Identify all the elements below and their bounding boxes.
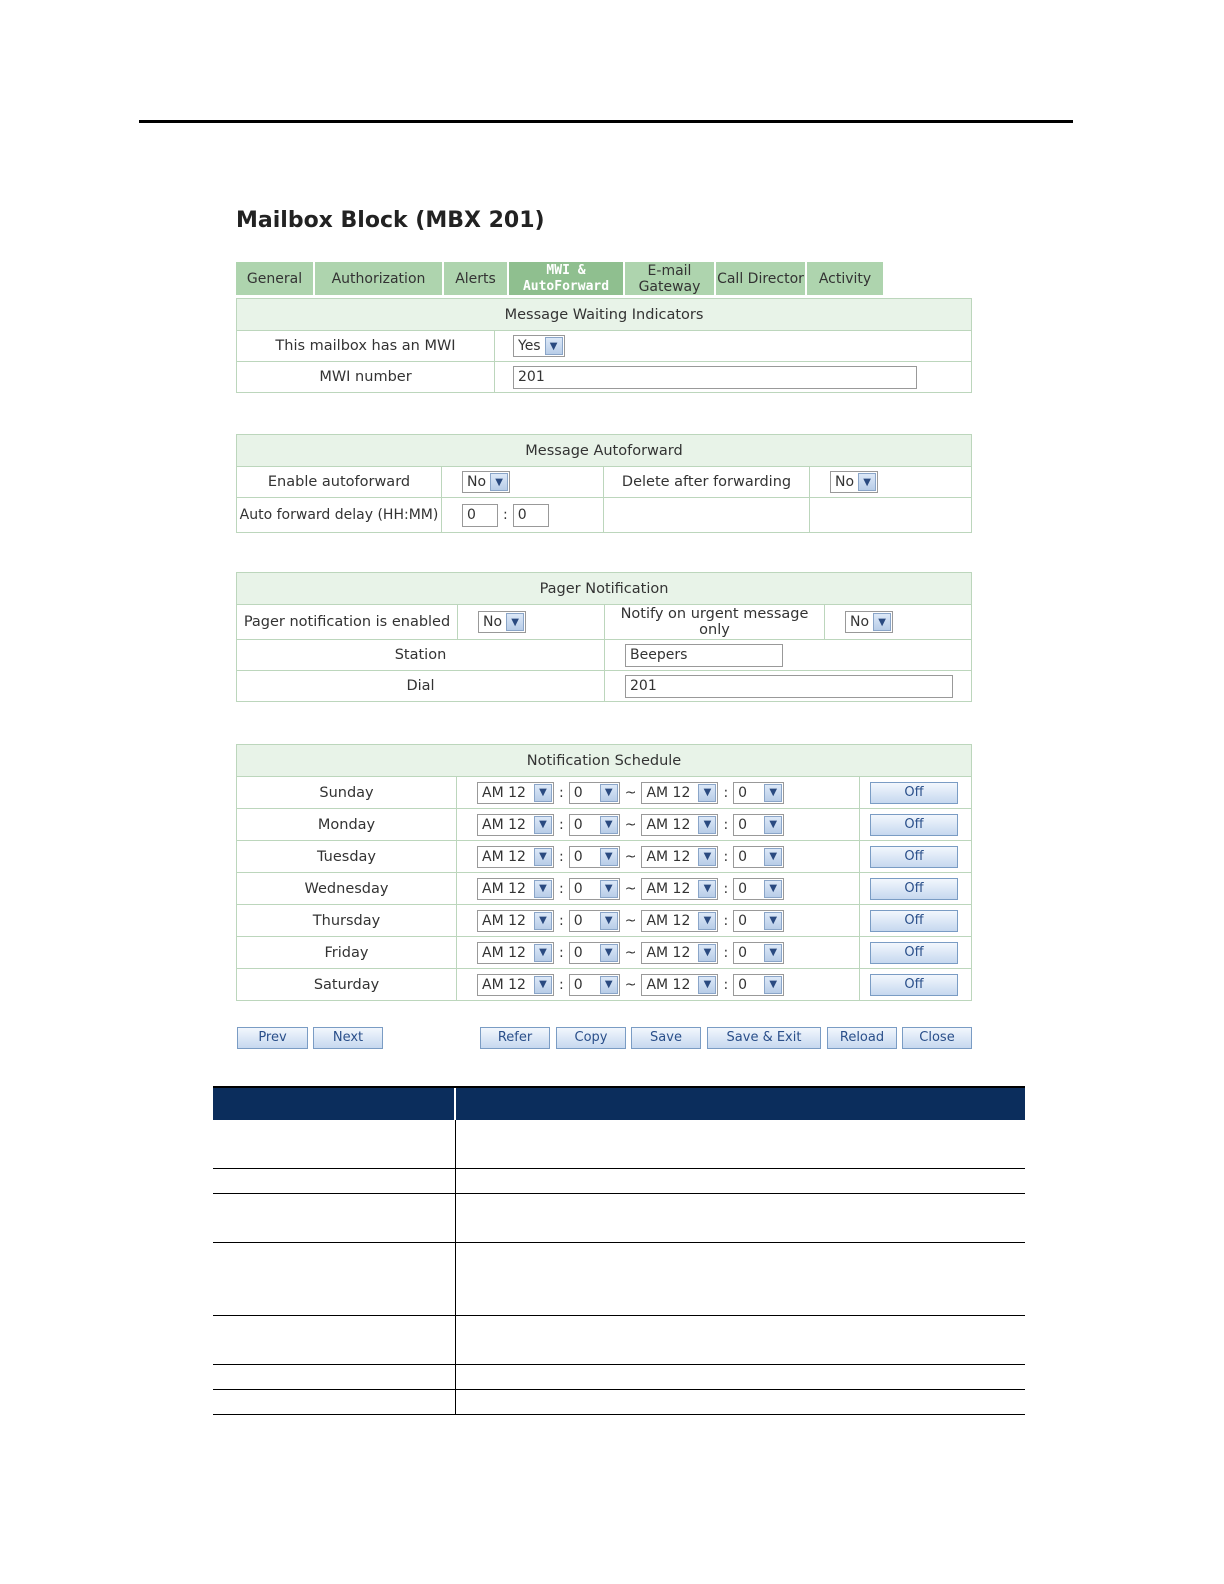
forward-delay-label: Auto forward delay (HH:MM) bbox=[237, 498, 442, 533]
table-cell bbox=[455, 1316, 1025, 1365]
end-minute-select-value: 0 bbox=[738, 880, 748, 897]
table-cell bbox=[213, 1365, 455, 1390]
dial-input[interactable]: 201 bbox=[625, 675, 953, 698]
close-button[interactable]: Close bbox=[902, 1027, 972, 1049]
enable-autoforward-label: Enable autoforward bbox=[237, 467, 442, 498]
schedule-day-label: Sunday bbox=[237, 777, 457, 809]
end-minute-select[interactable] bbox=[733, 846, 784, 868]
range-tilde: ~ bbox=[624, 784, 637, 801]
header-cell bbox=[213, 1087, 455, 1120]
table-row bbox=[213, 1365, 1025, 1390]
time-colon: : bbox=[559, 816, 564, 833]
schedule-row bbox=[237, 809, 972, 841]
schedule-row bbox=[237, 873, 972, 905]
time-colon: : bbox=[559, 976, 564, 993]
schedule-panel bbox=[236, 744, 972, 1001]
description-table-header bbox=[213, 1087, 1025, 1120]
end-minute-select[interactable] bbox=[733, 878, 784, 900]
pager-enabled-select[interactable] bbox=[478, 611, 526, 633]
start-minute-select[interactable] bbox=[569, 846, 620, 868]
table-cell bbox=[455, 1365, 1025, 1390]
start-hour-select[interactable] bbox=[477, 814, 554, 836]
range-tilde: ~ bbox=[624, 816, 637, 833]
page-title: Mailbox Block (MBX 201) bbox=[236, 208, 545, 233]
end-minute-select-value: 0 bbox=[738, 976, 748, 993]
urgent-only-cell bbox=[825, 605, 972, 640]
start-hour-select[interactable] bbox=[477, 942, 554, 964]
end-hour-select[interactable] bbox=[641, 782, 718, 804]
chevron-down-icon: ▼ bbox=[534, 816, 552, 834]
station-input[interactable]: Beepers bbox=[625, 644, 783, 667]
delete-after-forwarding-cell bbox=[810, 467, 972, 498]
schedule-day-label: Wednesday bbox=[237, 873, 457, 905]
next-button[interactable]: Next bbox=[313, 1027, 383, 1049]
time-colon: : bbox=[723, 944, 729, 961]
tab-authorization[interactable]: Authorization bbox=[315, 262, 444, 295]
end-hour-select[interactable] bbox=[641, 910, 718, 932]
delete-after-forwarding-select[interactable] bbox=[830, 471, 878, 493]
table-cell bbox=[455, 1194, 1025, 1243]
has-mwi-value: Yes bbox=[518, 338, 541, 354]
range-tilde: ~ bbox=[624, 848, 637, 865]
end-minute-select[interactable] bbox=[733, 814, 784, 836]
schedule-toggle-button[interactable]: Off bbox=[870, 814, 958, 836]
urgent-only-label: Notify on urgent message only bbox=[605, 605, 825, 640]
mwi-number-cell bbox=[495, 362, 972, 393]
start-minute-select[interactable] bbox=[569, 878, 620, 900]
chevron-down-icon: ▼ bbox=[873, 613, 891, 631]
start-hour-select[interactable] bbox=[477, 910, 554, 932]
schedule-time-cell bbox=[457, 969, 860, 1001]
tab-alerts[interactable]: Alerts bbox=[444, 262, 509, 295]
empty-cell bbox=[810, 498, 972, 533]
chevron-down-icon: ▼ bbox=[764, 944, 782, 962]
chevron-down-icon: ▼ bbox=[600, 848, 618, 866]
start-minute-select-value: 0 bbox=[573, 848, 583, 865]
end-hour-select-value: AM 12 bbox=[646, 848, 691, 865]
mwi-number-label: MWI number bbox=[237, 362, 495, 393]
schedule-time-cell bbox=[457, 873, 860, 905]
start-hour-select-value: AM 12 bbox=[482, 816, 526, 833]
start-minute-select[interactable] bbox=[569, 910, 620, 932]
tab-call-director[interactable]: Call Director bbox=[716, 262, 807, 295]
schedule-time-cell bbox=[457, 777, 860, 809]
pager-enabled-value: No bbox=[483, 614, 503, 630]
end-hour-select[interactable] bbox=[641, 878, 718, 900]
table-row bbox=[213, 1120, 1025, 1169]
dial-cell bbox=[605, 671, 972, 702]
chevron-down-icon: ▼ bbox=[764, 880, 782, 898]
save-button[interactable]: Save bbox=[631, 1027, 701, 1049]
start-hour-select[interactable] bbox=[477, 878, 554, 900]
has-mwi-cell bbox=[495, 331, 972, 362]
start-hour-select-value: AM 12 bbox=[482, 912, 526, 929]
prev-button[interactable]: Prev bbox=[237, 1027, 308, 1049]
autoforward-panel bbox=[236, 434, 972, 533]
schedule-toggle-cell bbox=[860, 905, 972, 937]
pager-enabled-label: Pager notification is enabled bbox=[237, 605, 458, 640]
pager-enabled-cell bbox=[458, 605, 605, 640]
start-hour-select-value: AM 12 bbox=[482, 784, 526, 801]
forward-delay-minutes-input[interactable]: 0 bbox=[513, 504, 549, 527]
range-tilde: ~ bbox=[624, 944, 637, 961]
schedule-toggle-button[interactable]: Off bbox=[870, 974, 958, 996]
chevron-down-icon: ▼ bbox=[698, 976, 716, 994]
schedule-day-label: Saturday bbox=[237, 969, 457, 1001]
enable-autoforward-cell bbox=[442, 467, 604, 498]
save-exit-button[interactable]: Save & Exit bbox=[707, 1027, 821, 1049]
start-minute-select[interactable] bbox=[569, 942, 620, 964]
table-cell bbox=[455, 1243, 1025, 1316]
empty-cell bbox=[604, 498, 810, 533]
schedule-toggle-button[interactable]: Off bbox=[870, 846, 958, 868]
chevron-down-icon: ▼ bbox=[858, 473, 876, 491]
chevron-down-icon: ▼ bbox=[600, 784, 618, 802]
mwi-panel bbox=[236, 298, 972, 393]
end-minute-select-value: 0 bbox=[738, 848, 748, 865]
end-minute-select[interactable] bbox=[733, 782, 784, 804]
time-colon: : bbox=[559, 912, 564, 929]
chevron-down-icon: ▼ bbox=[600, 816, 618, 834]
start-minute-select-value: 0 bbox=[573, 880, 583, 897]
tab-activity[interactable]: Activity bbox=[807, 262, 885, 295]
pager-panel-header: Pager Notification bbox=[237, 573, 972, 605]
schedule-toggle-button[interactable]: Off bbox=[870, 910, 958, 932]
table-row bbox=[213, 1194, 1025, 1243]
reload-button[interactable]: Reload bbox=[827, 1027, 897, 1049]
time-colon: : bbox=[723, 976, 729, 993]
schedule-day-label: Tuesday bbox=[237, 841, 457, 873]
schedule-row bbox=[237, 905, 972, 937]
schedule-toggle-cell bbox=[860, 841, 972, 873]
schedule-time-cell bbox=[457, 809, 860, 841]
schedule-time-cell bbox=[457, 905, 860, 937]
start-hour-select[interactable] bbox=[477, 974, 554, 996]
chevron-down-icon: ▼ bbox=[698, 784, 716, 802]
schedule-row bbox=[237, 937, 972, 969]
schedule-toggle-cell bbox=[860, 809, 972, 841]
page-top-rule bbox=[139, 120, 1073, 123]
chevron-down-icon: ▼ bbox=[506, 613, 524, 631]
schedule-row bbox=[237, 841, 972, 873]
end-minute-select-value: 0 bbox=[738, 912, 748, 929]
refer-button[interactable]: Refer bbox=[480, 1027, 550, 1049]
chevron-down-icon: ▼ bbox=[698, 848, 716, 866]
chevron-down-icon: ▼ bbox=[764, 976, 782, 994]
schedule-day-label: Monday bbox=[237, 809, 457, 841]
tab-email-gateway[interactable]: E-mail Gateway bbox=[625, 262, 716, 295]
schedule-day-label: Friday bbox=[237, 937, 457, 969]
has-mwi-select[interactable] bbox=[513, 335, 565, 357]
schedule-toggle-cell bbox=[860, 873, 972, 905]
station-cell bbox=[605, 640, 972, 671]
chevron-down-icon: ▼ bbox=[534, 976, 552, 994]
end-hour-select[interactable] bbox=[641, 974, 718, 996]
copy-button[interactable]: Copy bbox=[556, 1027, 626, 1049]
start-hour-select-value: AM 12 bbox=[482, 944, 526, 961]
schedule-toggle-button[interactable]: Off bbox=[870, 942, 958, 964]
range-tilde: ~ bbox=[624, 880, 637, 897]
end-hour-select[interactable] bbox=[641, 942, 718, 964]
schedule-row bbox=[237, 969, 972, 1001]
header-cell bbox=[455, 1087, 1025, 1120]
time-colon: : bbox=[559, 944, 564, 961]
chevron-down-icon: ▼ bbox=[600, 880, 618, 898]
chevron-down-icon: ▼ bbox=[764, 848, 782, 866]
time-colon: : bbox=[559, 784, 564, 801]
start-minute-select-value: 0 bbox=[573, 912, 583, 929]
table-row bbox=[213, 1390, 1025, 1415]
dial-label: Dial bbox=[237, 671, 605, 702]
end-hour-select[interactable] bbox=[641, 814, 718, 836]
mwi-number-input[interactable]: 201 bbox=[513, 366, 917, 389]
end-minute-select-value: 0 bbox=[738, 816, 748, 833]
chevron-down-icon: ▼ bbox=[698, 816, 716, 834]
schedule-time-cell bbox=[457, 937, 860, 969]
time-colon: : bbox=[723, 816, 729, 833]
table-row bbox=[213, 1316, 1025, 1365]
end-hour-select-value: AM 12 bbox=[646, 944, 691, 961]
time-colon: : bbox=[503, 507, 508, 523]
time-colon: : bbox=[723, 912, 729, 929]
chevron-down-icon: ▼ bbox=[764, 784, 782, 802]
station-label: Station bbox=[237, 640, 605, 671]
start-hour-select[interactable] bbox=[477, 846, 554, 868]
time-colon: : bbox=[559, 848, 564, 865]
schedule-toggle-button[interactable]: Off bbox=[870, 782, 958, 804]
table-cell bbox=[213, 1390, 455, 1415]
range-tilde: ~ bbox=[624, 976, 637, 993]
schedule-toggle-cell bbox=[860, 777, 972, 809]
chevron-down-icon: ▼ bbox=[764, 816, 782, 834]
chevron-down-icon: ▼ bbox=[764, 912, 782, 930]
schedule-toggle-button[interactable]: Off bbox=[870, 878, 958, 900]
table-cell bbox=[455, 1120, 1025, 1169]
start-minute-select[interactable] bbox=[569, 782, 620, 804]
start-minute-select[interactable] bbox=[569, 814, 620, 836]
end-minute-select[interactable] bbox=[733, 974, 784, 996]
schedule-row bbox=[237, 777, 972, 809]
start-hour-select-value: AM 12 bbox=[482, 880, 526, 897]
end-hour-select-value: AM 12 bbox=[646, 784, 691, 801]
schedule-day-label: Thursday bbox=[237, 905, 457, 937]
delete-after-forwarding-value: No bbox=[835, 474, 855, 490]
forward-delay-hours-input[interactable]: 0 bbox=[462, 504, 498, 527]
has-mwi-label: This mailbox has an MWI bbox=[237, 331, 495, 362]
end-hour-select-value: AM 12 bbox=[646, 880, 691, 897]
forward-delay-cell bbox=[442, 498, 604, 533]
table-row bbox=[213, 1169, 1025, 1194]
chevron-down-icon: ▼ bbox=[600, 912, 618, 930]
tab-general[interactable]: General bbox=[236, 262, 315, 295]
chevron-down-icon: ▼ bbox=[545, 337, 563, 355]
enable-autoforward-select[interactable] bbox=[462, 471, 510, 493]
range-tilde: ~ bbox=[624, 912, 637, 929]
chevron-down-icon: ▼ bbox=[698, 912, 716, 930]
chevron-down-icon: ▼ bbox=[534, 784, 552, 802]
table-cell bbox=[213, 1243, 455, 1316]
start-hour-select-value: AM 12 bbox=[482, 976, 526, 993]
chevron-down-icon: ▼ bbox=[600, 944, 618, 962]
end-hour-select-value: AM 12 bbox=[646, 816, 691, 833]
table-cell bbox=[455, 1390, 1025, 1415]
enable-autoforward-value: No bbox=[467, 474, 487, 490]
schedule-panel-header: Notification Schedule bbox=[237, 745, 972, 777]
start-minute-select[interactable] bbox=[569, 974, 620, 996]
end-hour-select[interactable] bbox=[641, 846, 718, 868]
chevron-down-icon: ▼ bbox=[698, 944, 716, 962]
chevron-down-icon: ▼ bbox=[534, 944, 552, 962]
tab-mwi-autoforward[interactable]: MWI & AutoForward bbox=[509, 262, 625, 295]
start-hour-select-value: AM 12 bbox=[482, 848, 526, 865]
time-colon: : bbox=[559, 880, 564, 897]
urgent-only-value: No bbox=[850, 614, 870, 630]
chevron-down-icon: ▼ bbox=[698, 880, 716, 898]
time-colon: : bbox=[723, 848, 729, 865]
delete-after-forwarding-label: Delete after forwarding bbox=[604, 467, 810, 498]
chevron-down-icon: ▼ bbox=[490, 473, 508, 491]
mwi-panel-header: Message Waiting Indicators bbox=[237, 299, 972, 331]
end-minute-select[interactable] bbox=[733, 942, 784, 964]
start-minute-select-value: 0 bbox=[573, 944, 583, 961]
chevron-down-icon: ▼ bbox=[534, 912, 552, 930]
table-cell bbox=[213, 1194, 455, 1243]
start-hour-select[interactable] bbox=[477, 782, 554, 804]
end-minute-select-value: 0 bbox=[738, 944, 748, 961]
start-minute-select-value: 0 bbox=[573, 976, 583, 993]
start-minute-select-value: 0 bbox=[573, 784, 583, 801]
description-table bbox=[213, 1086, 1025, 1415]
end-minute-select-value: 0 bbox=[738, 784, 748, 801]
chevron-down-icon: ▼ bbox=[534, 880, 552, 898]
table-cell bbox=[213, 1169, 455, 1194]
start-minute-select-value: 0 bbox=[573, 816, 583, 833]
chevron-down-icon: ▼ bbox=[534, 848, 552, 866]
end-minute-select[interactable] bbox=[733, 910, 784, 932]
table-row bbox=[213, 1243, 1025, 1316]
schedule-toggle-cell bbox=[860, 969, 972, 1001]
time-colon: : bbox=[723, 880, 729, 897]
schedule-time-cell bbox=[457, 841, 860, 873]
pager-panel bbox=[236, 572, 972, 702]
table-cell bbox=[213, 1316, 455, 1365]
autoforward-panel-header: Message Autoforward bbox=[237, 435, 972, 467]
schedule-toggle-cell bbox=[860, 937, 972, 969]
urgent-only-select[interactable] bbox=[845, 611, 893, 633]
chevron-down-icon: ▼ bbox=[600, 976, 618, 994]
time-colon: : bbox=[723, 784, 729, 801]
table-cell bbox=[455, 1169, 1025, 1194]
end-hour-select-value: AM 12 bbox=[646, 912, 691, 929]
tab-bar bbox=[236, 262, 885, 295]
end-hour-select-value: AM 12 bbox=[646, 976, 691, 993]
table-cell bbox=[213, 1120, 455, 1169]
